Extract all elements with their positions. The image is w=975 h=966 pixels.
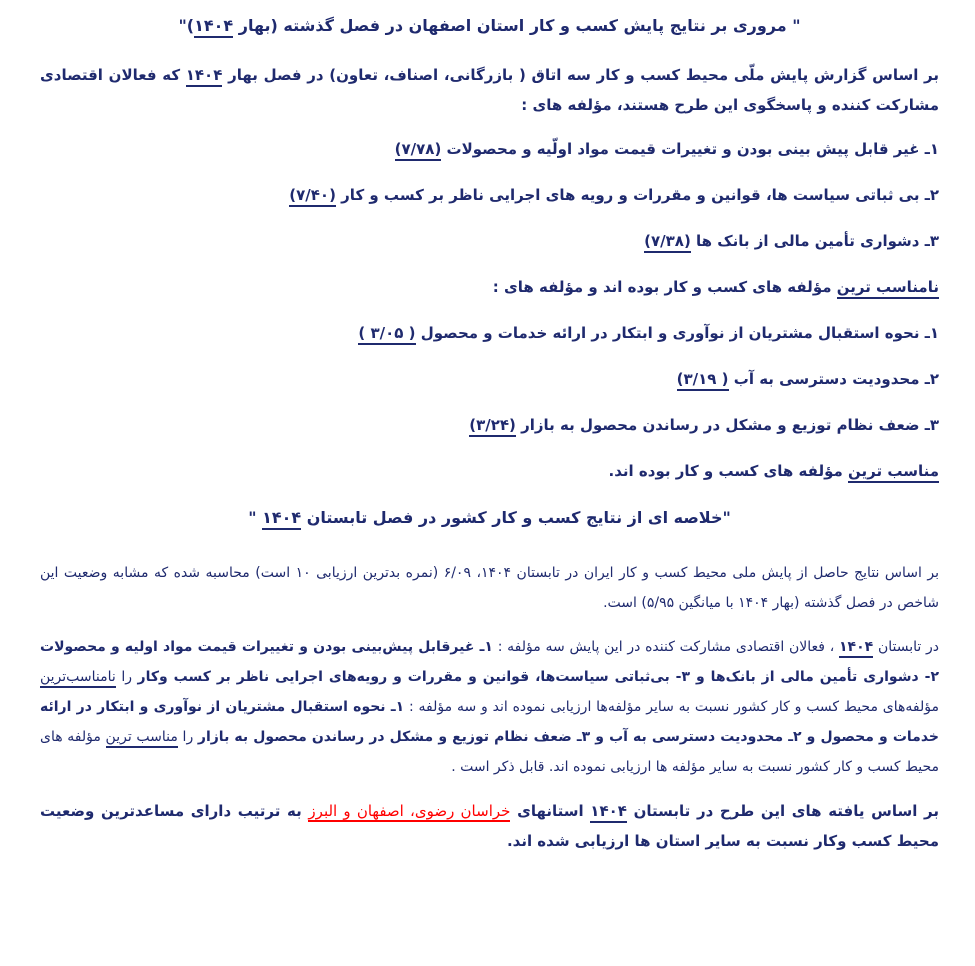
summary-paragraph: بر اساس نتایج حاصل از پایش ملی محیط کسب و کار ایران در تابستان ۱۴۰۴، ۶/۰۹ (نمره بدترین ارزیابی ۱۰ است) محاسبه شده که مشابه وضعیت این شاخص در فصل گذشته (بهار ۱۴۰۴ با میانگین ۵/۹۵) است. <box>40 565 940 611</box>
best-item-score: ( ۳/۰۵ ) <box>358 324 415 345</box>
detail-c1: را <box>115 669 138 685</box>
intro-year: ۱۴۰۴ <box>186 66 223 87</box>
intro-text-b: که فعالان اقتصادی مشارکت کننده و پاسخگوی این طرح هستند، مؤلفه های : <box>40 66 939 114</box>
best-item-text: ۳ـ ضعف نظام توزیع و مشکل در رساندن محصول به بازار <box>515 416 939 434</box>
conclusion-b: استانهای <box>510 802 591 820</box>
worst-item-3 <box>40 228 939 254</box>
title2-suffix: " <box>248 508 263 527</box>
title-prefix: " مروری بر نتایج پایش کسب و کار استان اصفهان در فصل گذشته (بهار <box>233 16 801 35</box>
title-isfahan-spring <box>40 12 939 40</box>
detail-best-list: ۱ـ نحوه استقبال مشتریان از نوآوری و ابتکار در ارائه خدمات و محصول و ۲ـ محدودیت دسترسی به آب و ۳ـ ضعف نظام توزیع و مشکل در رساندن محصول به بازار <box>40 699 939 745</box>
worst-item-text: ۱ـ غیر قابل پیش بینی بودن و تغییرات قیمت مواد اولّیه و محصولات <box>441 140 939 158</box>
detail-c2: مؤلفه‌های محیط کسب و کار کشور نسبت به سایر مؤلفه‌ها ارزیابی نموده اند و سه مؤلفه : <box>404 699 939 715</box>
title2-year: ۱۴۰۴ <box>262 508 301 530</box>
best-label-rest: مؤلفه های کسب و کار بوده اند. <box>608 462 848 480</box>
best-label <box>40 458 939 484</box>
best-item-text: ۱ـ نحوه استقبال مشتریان از نوآوری و ابتکار در ارائه خدمات و محصول <box>415 324 939 342</box>
worst-label-key: نامناسب ترین <box>837 278 939 299</box>
worst-item-score: (۷/۷۸) <box>395 140 442 161</box>
detail-a1: در تابستان <box>873 639 940 655</box>
detail-worst-list: ۱ـ غیرقابل پیش‌بینی بودن و تغییرات قیمت مواد اولیه و محصولات ۲- دشواری تأمین مالی از بانک‌ها و ۳- بی‌ثباتی سیاست‌ها، قوانین و مقررات و رویه‌های اجرایی ناظر بر کسب وکار <box>40 639 939 685</box>
detail-year: ۱۴۰۴ <box>839 639 873 658</box>
title-suffix: )" <box>178 16 195 35</box>
worst-item-2 <box>40 182 939 208</box>
conclusion-provinces: خراسان رضوی، اصفهان و البرز <box>308 802 511 820</box>
detail-e2: مؤلفه های محیط کسب و کار کشور نسبت به سایر مؤلفه ها ارزیابی نموده اند. قابل ذکر است . <box>40 729 939 775</box>
best-item-text: ۲ـ محدودیت دسترسی به آب <box>728 370 939 388</box>
worst-item-score: (۷/۴۰) <box>289 186 336 207</box>
worst-item-text: ۳ـ دشواری تأمین مالی از بانک ها <box>690 232 939 250</box>
intro-text-a: بر اساس گزارش پایش ملّی محیط کسب و کار سه اتاق ( بازرگانی، اصناف، تعاون) در فصل بهار <box>222 66 940 84</box>
detail-worst-key: نامناسب‌ترین <box>40 669 116 688</box>
intro-paragraph <box>40 60 939 120</box>
best-item-score: (۳/۲۴) <box>469 416 516 437</box>
title2-prefix: "خلاصه ای از نتایج کسب و کار کشور در فصل تابستان <box>301 508 731 527</box>
worst-label <box>40 274 939 300</box>
detail-a2: ، فعالان اقتصادی مشارکت کننده در این پایش سه مؤلفه : <box>492 639 839 655</box>
conclusion-year: ۱۴۰۴ <box>590 802 627 823</box>
best-label-key: مناسب ترین <box>848 462 939 483</box>
conclusion-paragraph <box>40 796 939 856</box>
detail-paragraph <box>40 632 939 782</box>
best-item-2 <box>40 366 939 392</box>
conclusion-c: به ترتیب دارای مساعدترین وضعیت محیط کسب وکار نسبت به سایر استان ها ارزیابی شده اند. <box>40 802 939 850</box>
worst-item-1 <box>40 136 939 162</box>
worst-item-score: (۷/۳۸) <box>644 232 691 253</box>
detail-best-key: مناسب ترین <box>106 729 178 748</box>
conclusion-a: بر اساس یافته های این طرح در تابستان <box>626 802 939 820</box>
title-country-summer <box>40 504 939 532</box>
best-item-3 <box>40 412 939 438</box>
worst-label-rest: مؤلفه های کسب و کار بوده اند و مؤلفه های : <box>492 278 837 296</box>
title-year: ۱۴۰۴ <box>194 16 233 38</box>
worst-item-text: ۲ـ بی ثباتی سیاست ها، قوانین و مقررات و رویه های اجرایی ناظر بر کسب و کار <box>335 186 939 204</box>
best-item-score: ( ۳/۱۹) <box>677 370 729 391</box>
best-item-1 <box>40 320 939 346</box>
detail-e1: را <box>177 729 198 745</box>
